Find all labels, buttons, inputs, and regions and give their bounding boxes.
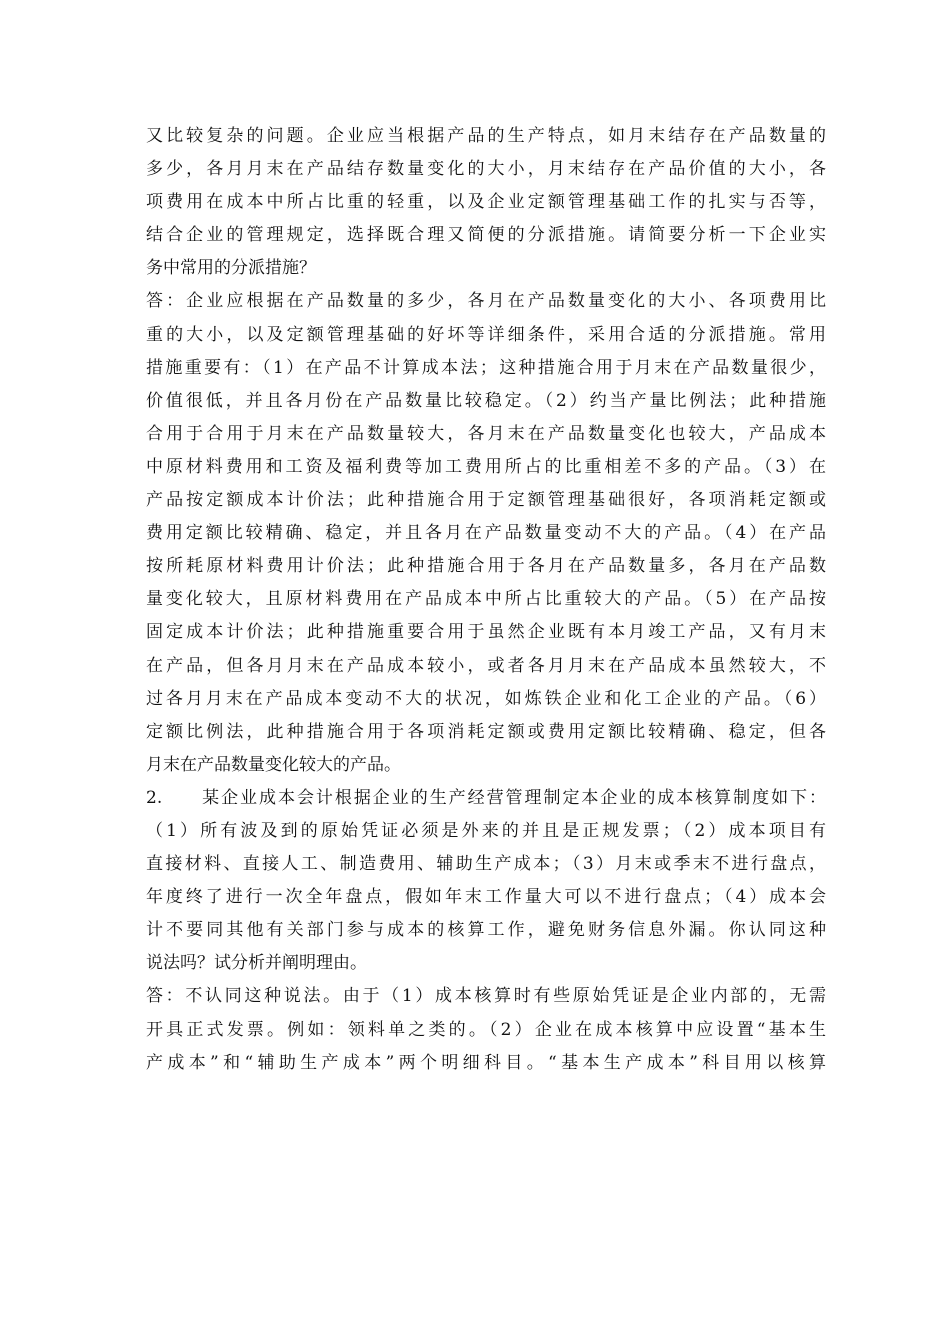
text-line: 计不要同其他有关部门参与成本的核算工作，避免财务信息外漏。你认同这种 <box>146 920 826 941</box>
text-line: 重的大小，以及定额管理基础的好坏等详细条件，采用合适的分派措施。常用 <box>146 324 826 345</box>
text-line: 产品按定额成本计价法；此种措施合用于定额管理基础很好，各项消耗定额或 <box>146 490 826 511</box>
text-line: 直接材料、直接人工、制造费用、辅助生产成本；（3）月末或季末不进行盘点， <box>146 854 826 875</box>
body-text <box>146 120 826 1080</box>
text-line: 答：企业应根据在产品数量的多少，各月在产品数量变化的大小、各项费用比 <box>146 291 826 312</box>
text-line: 固定成本计价法；此种措施重要合用于虽然企业既有本月竣工产品，又有月末 <box>146 622 826 643</box>
text-line: 按所耗原材料费用计价法；此种措施合用于各月在产品数量多，各月在产品数 <box>146 556 826 577</box>
text-line: 价值很低，并且各月份在产品数量比较稳定。（2）约当产量比例法；此种措施 <box>146 390 826 411</box>
text-line: 又比较复杂的问题。企业应当根据产品的生产特点，如月末结存在产品数量的 <box>146 126 826 146</box>
text-line: 结合企业的管理规定，选择既合理又简便的分派措施。请简要分析一下企业实 <box>146 225 826 246</box>
text-line: 过各月月末在产品成本变动不大的状况，如炼铁企业和化工企业的产品。（6） <box>146 688 826 709</box>
text-line: 2. 某企业成本会计根据企业的生产经营管理制定本企业的成本核算制度如下： <box>146 787 826 808</box>
text-line: 定额比例法，此种措施合用于各项消耗定额或费用定额比较精确、稳定，但各 <box>146 721 826 742</box>
text-line: 说法吗？试分析并阐明理由。 <box>146 953 367 974</box>
text-line: 务中常用的分派措施？ <box>146 258 316 279</box>
text-line: 多少，各月月末在产品结存数量变化的大小，月末结存在产品价值的大小，各 <box>146 159 826 180</box>
text-line: 费用定额比较精确、稳定，并且各月在产品数量变动不大的产品。（4）在产品 <box>146 523 826 544</box>
text-line: 合用于合用于月末在产品数量较大，各月末在产品数量变化也较大，产品成本 <box>146 423 826 444</box>
text-line: 措施重要有：（1）在产品不计算成本法；这种措施合用于月末在产品数量很少， <box>146 357 826 378</box>
text-line: 项费用在成本中所占比重的轻重，以及企业定额管理基础工作的扎实与否等， <box>146 192 826 213</box>
text-line: 答：不认同这种说法。由于（1）成本核算时有些原始凭证是企业内部的，无需 <box>146 986 826 1007</box>
text-line: 量变化较大，且原材料费用在产品成本中所占比重较大的产品。（5）在产品按 <box>146 589 826 610</box>
text-line: 年度终了进行一次全年盘点，假如年末工作量大可以不进行盘点；（4）成本会 <box>146 887 826 908</box>
text-line: 开具正式发票。例如：领料单之类的。（2）企业在成本核算中应设置“基本生 <box>146 1019 826 1040</box>
text-line: 产成本”和“辅助生产成本”两个明细科目。“基本生产成本”科目用以核算 <box>146 1052 826 1073</box>
text-line: 在产品，但各月月末在产品成本较小，或者各月月末在产品成本虽然较大，不 <box>146 655 826 676</box>
text-line: 月末在产品数量变化较大的产品。 <box>146 754 401 775</box>
text-line: （1）所有波及到的原始凭证必须是外来的并且是正规发票；（2）成本项目有 <box>146 820 826 841</box>
text-line: 中原材料费用和工资及福利费等加工费用所占的比重相差不多的产品。（3）在 <box>146 456 826 477</box>
